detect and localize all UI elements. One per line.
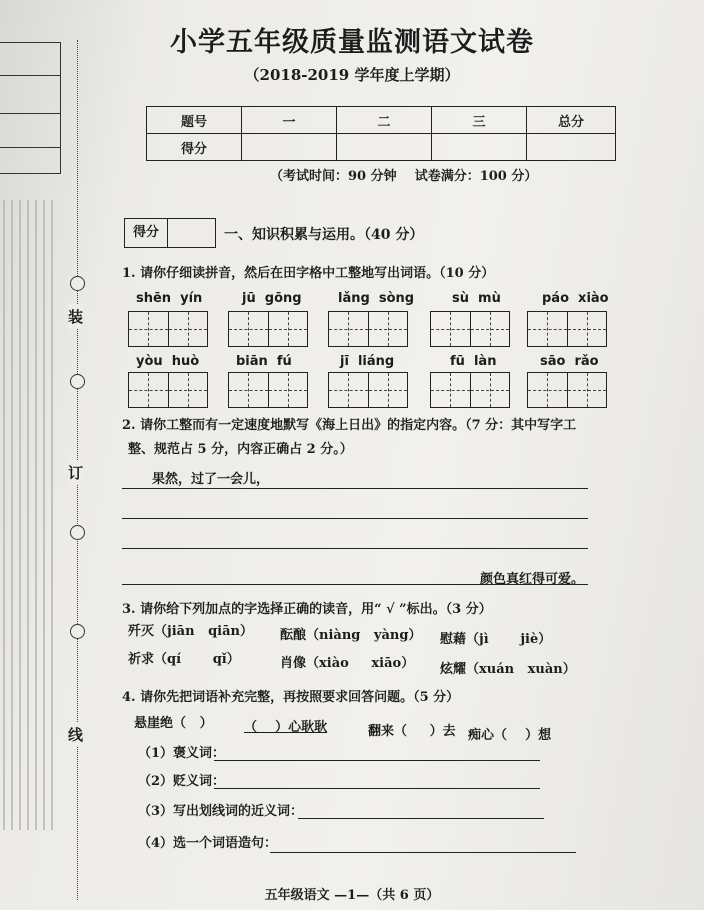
writing-line[interactable] [122, 584, 588, 585]
score-table-header: 一 [242, 107, 337, 134]
recite-start-text: 果然，过了一会儿， [152, 472, 270, 487]
reading-option[interactable]: 歼灭（jiān qiān） [128, 624, 253, 639]
pinyin-label: fū làn [450, 354, 497, 369]
pinyin-label: yòu huò [136, 354, 200, 369]
binding-hole [70, 374, 85, 389]
idiom-blank[interactable]: 痴心（ ）想 [468, 728, 552, 743]
score-cell[interactable] [242, 134, 337, 161]
binding-hole [70, 276, 85, 291]
score-row-label: 得分 [147, 134, 242, 161]
tianzige-grid[interactable] [128, 311, 208, 347]
student-info-box [0, 42, 61, 174]
sub-question-synonym: （3）写出划线词的近义词： [138, 804, 304, 819]
binding-hole [70, 525, 85, 540]
tianzige-grid[interactable] [328, 311, 408, 347]
answer-line[interactable] [298, 818, 544, 819]
question-4: 4. 请你先把词语补充完整，再按照要求回答问题。（5 分） [122, 690, 460, 705]
answer-line[interactable] [270, 852, 576, 853]
question-1: 1. 请你仔细读拼音，然后在田字格中工整地写出词语。（10 分） [122, 266, 495, 281]
pinyin-label: biān fú [236, 354, 292, 369]
tianzige-grid[interactable] [527, 311, 607, 347]
tianzige-grid[interactable] [228, 311, 308, 347]
section-title: 一、知识积累与运用。（40 分） [224, 227, 424, 243]
tianzige-grid[interactable] [430, 372, 510, 408]
tianzige-grid[interactable] [128, 372, 208, 408]
page-title: 小学五年级质量监测语文试卷 [170, 27, 534, 58]
reading-option[interactable]: 慰藉（jì jiè） [440, 632, 552, 647]
pinyin-label: jū gōng [242, 291, 302, 306]
reading-option[interactable]: 酝酿（niàng yàng） [280, 628, 422, 643]
idiom-blank-underlined[interactable]: （ ）心耿耿 [244, 720, 328, 735]
idiom-blank[interactable]: 翻来（ ）去 [368, 724, 456, 739]
sub-question-derogatory: （2）贬义词： [138, 774, 226, 789]
binding-char-ding: 订 [68, 460, 83, 485]
reading-option[interactable]: 肖像（xiào xiāo） [280, 656, 415, 671]
question-2-cont: 整、规范占 5 分，内容正确占 2 分。） [128, 442, 353, 457]
pinyin-label: sù mù [452, 291, 501, 306]
reading-option[interactable]: 炫耀（xuán xuàn） [440, 662, 576, 677]
tianzige-grid[interactable] [430, 311, 510, 347]
writing-line[interactable] [122, 548, 588, 549]
recite-end-text: 颜色真红得可爱。 [480, 572, 585, 587]
score-cell[interactable] [337, 134, 432, 161]
answer-line[interactable] [214, 760, 540, 761]
idiom-blank[interactable]: 悬崖绝（ ） [134, 716, 213, 731]
page-footer: 五年级语文 —1—（共 6 页） [264, 888, 440, 903]
binding-hole [70, 624, 85, 639]
pinyin-label: sāo rǎo [540, 354, 599, 369]
pinyin-label: jī liáng [340, 354, 395, 369]
tianzige-grid[interactable] [228, 372, 308, 408]
writing-line[interactable] [122, 488, 588, 489]
sub-question-praise: （1）褒义词： [138, 746, 226, 761]
score-table-header: 题号 [147, 107, 242, 134]
score-table-header: 总分 [527, 107, 616, 134]
tianzige-grid[interactable] [527, 372, 607, 408]
writing-line[interactable] [122, 518, 588, 519]
question-2: 2. 请你工整而有一定速度地默写《海上日出》的指定内容。（7 分：其中写字工 [122, 418, 577, 433]
score-table-header: 二 [337, 107, 432, 134]
sub-question-sentence: （4）选一个词语造句： [138, 836, 278, 851]
pinyin-label: lǎng sòng [338, 291, 415, 306]
score-cell[interactable] [432, 134, 527, 161]
section-score-label: 得分 [125, 219, 168, 247]
binding-char-xian: 线 [68, 722, 83, 747]
reading-option[interactable]: 祈求（qí qǐ） [128, 652, 240, 667]
answer-line[interactable] [214, 788, 540, 789]
page-subtitle: （2018-2019 学年度上学期） [244, 66, 460, 84]
tianzige-grid[interactable] [328, 372, 408, 408]
margin-text-strip [3, 200, 59, 830]
score-table-header: 三 [432, 107, 527, 134]
pinyin-label: shēn yín [136, 291, 203, 306]
question-3: 3. 请你给下列加点的字选择正确的读音，用“ √ ”标出。（3 分） [122, 602, 492, 617]
score-table [146, 106, 616, 161]
exam-info: （考试时间：90 分钟 试卷满分：100 分） [270, 169, 538, 184]
score-cell[interactable] [527, 134, 616, 161]
pinyin-label: páo xiào [542, 291, 609, 306]
binding-char-zhuang: 装 [68, 304, 83, 329]
section-score-box [124, 218, 216, 248]
